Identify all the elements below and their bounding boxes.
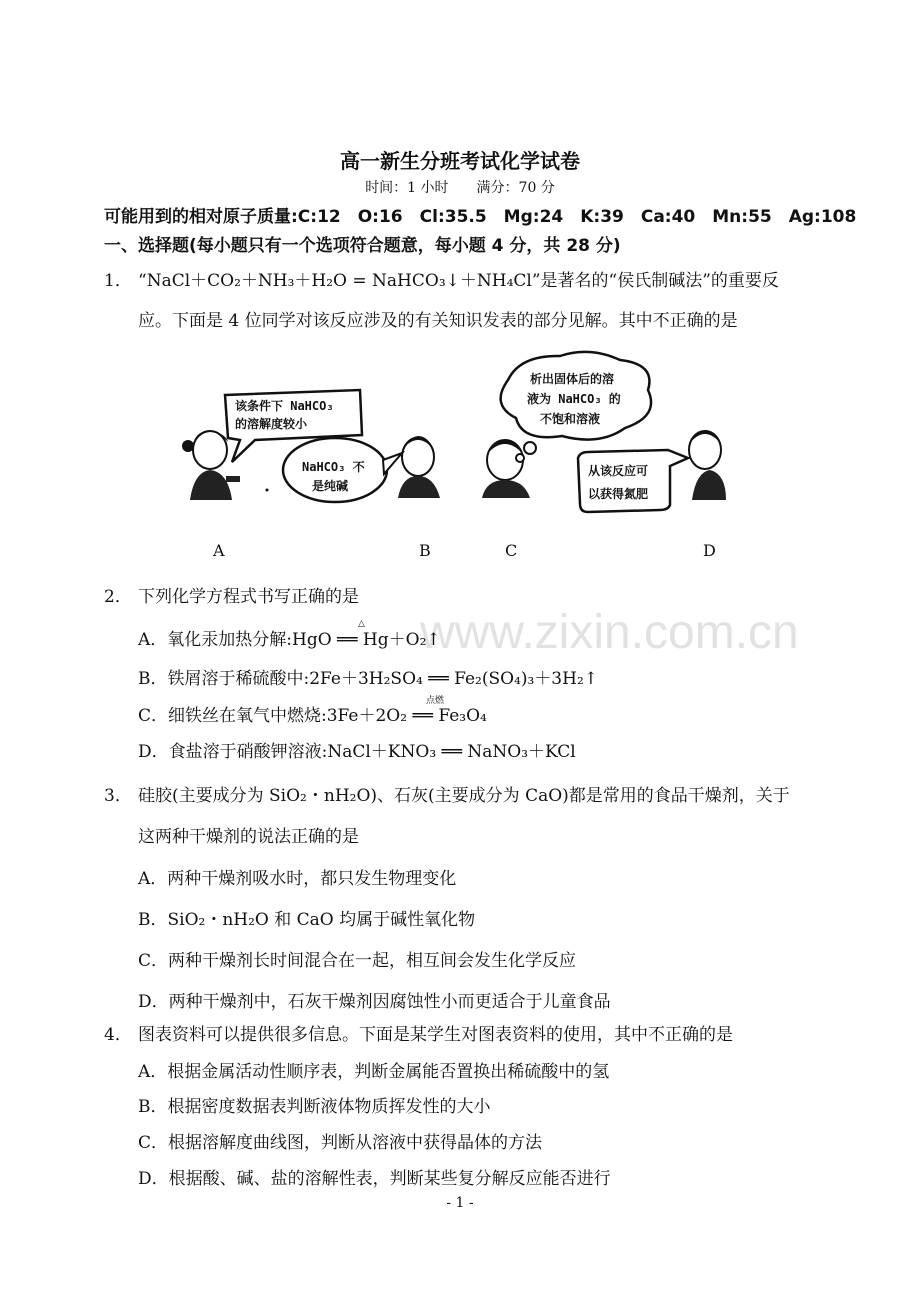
q4-option-b: B．根据密度数据表判断液体物质挥发性的大小 (138, 1097, 491, 1117)
student-d-figure (689, 430, 726, 500)
figure-label-a: A (213, 541, 225, 560)
q3-stem-line1: 硅胶(主要成分为 SiO₂・nH₂O)、石灰(主要成分为 CaO)都是常用的食品干燥剂，关于 (138, 786, 790, 806)
bubble-c-line1: 析出固体后的溶 (530, 372, 615, 386)
q3-stem-line2: 这两种干燥剂的说法正确的是 (138, 827, 359, 847)
q4-stem: 图表资料可以提供很多信息。下面是某学生对图表资料的使用，其中不正确的是 (138, 1025, 733, 1045)
bubble-b-line2: 是纯碱 (312, 479, 349, 493)
q2-option-b: B．铁屑溶于稀硫酸中:2Fe＋3H₂SO₄ ══ Fe₂(SO₄)₃＋3H₂↑ (138, 669, 599, 689)
bubble-b-line1: NaHCO₃ 不 (302, 460, 365, 474)
q3-option-b: B．SiO₂・nH₂O 和 CaO 均属于碱性氧化物 (138, 910, 476, 930)
bubble-d-line1: 从该反应可 (588, 464, 649, 478)
student-c-figure (482, 440, 530, 498)
heat-condition: △ (358, 619, 365, 629)
q2-option-c: C．细铁丝在氧气中燃烧:3Fe＋2O₂ ══ Fe₃O₄ (138, 706, 487, 726)
q2-option-d: D．食盐溶于硝酸钾溶液:NaCl＋KNO₃ ══ NaNO₃＋KCl (138, 742, 576, 762)
q3-number: 3． (104, 786, 132, 806)
q1-stem-line2: 应。下面是 4 位同学对该反应涉及的有关知识发表的部分见解。其中不正确的是 (138, 311, 738, 331)
q4-option-c: C．根据溶解度曲线图，判断从溶液中获得晶体的方法 (138, 1133, 543, 1153)
figure-label-b: B (419, 541, 431, 560)
q1-stem-line1: “NaCl＋CO₂＋NH₃＋H₂O = NaHCO₃↓＋NH₄Cl”是著名的“侯氏制碱法”的重要反 (138, 271, 779, 291)
q1-illustration (170, 350, 740, 525)
q4-option-d: D．根据酸、碱、盐的溶解性表，判断某些复分解反应能否进行 (138, 1169, 611, 1189)
bubble-c-line3: 不饱和溶液 (540, 412, 601, 426)
student-a-figure (182, 430, 240, 500)
bubble-a-line1: 该条件下 NaHCO₃ (235, 399, 334, 413)
q3-option-a: A．两种干燥剂吸水时，都只发生物理变化 (138, 869, 457, 889)
figure-label-d: D (703, 541, 716, 560)
q4-number: 4． (104, 1025, 132, 1045)
q3-option-d: D．两种干燥剂中，石灰干燥剂因腐蚀性小而更适合于儿童食品 (138, 992, 611, 1012)
bubble-c-line2: 液为 NaHCO₃ 的 (527, 392, 621, 406)
q4-option-a: A．根据金属活动性顺序表，判断金属能否置换出稀硫酸中的氢 (138, 1062, 610, 1082)
q3-option-c: C．两种干燥剂长时间混合在一起，相互间会发生化学反应 (138, 951, 577, 971)
q2-number: 2． (104, 587, 132, 607)
q2-stem: 下列化学方程式书写正确的是 (138, 587, 359, 607)
bubble-a-line2: 的溶解度较小 (235, 417, 308, 431)
section-heading: 一、选择题(每小题只有一个选项符合题意，每小题 4 分，共 28 分) (104, 236, 621, 256)
exam-info: 时间：1 小时 满分：70 分 (365, 180, 555, 196)
page-title: 高一新生分班考试化学试卷 (340, 149, 580, 173)
bubble-d-line2: 以获得氮肥 (588, 487, 649, 501)
student-b-figure (398, 436, 440, 498)
page-number: - 1 - (446, 1195, 474, 1211)
q1-number: 1． (104, 271, 132, 291)
watermark: www.zixin.com.cn (420, 606, 799, 659)
atomic-masses: 可能用到的相对原子质量:C:12 O:16 Cl:35.5 Mg:24 K:39 Ca:40 Mn:55 Ag:108 (104, 207, 857, 227)
q2-option-a: A．氧化汞加热分解:HgO ══ Hg＋O₂↑ (138, 630, 441, 650)
ignite-condition: 点燃 (426, 696, 445, 706)
figure-label-c: C (505, 541, 518, 560)
